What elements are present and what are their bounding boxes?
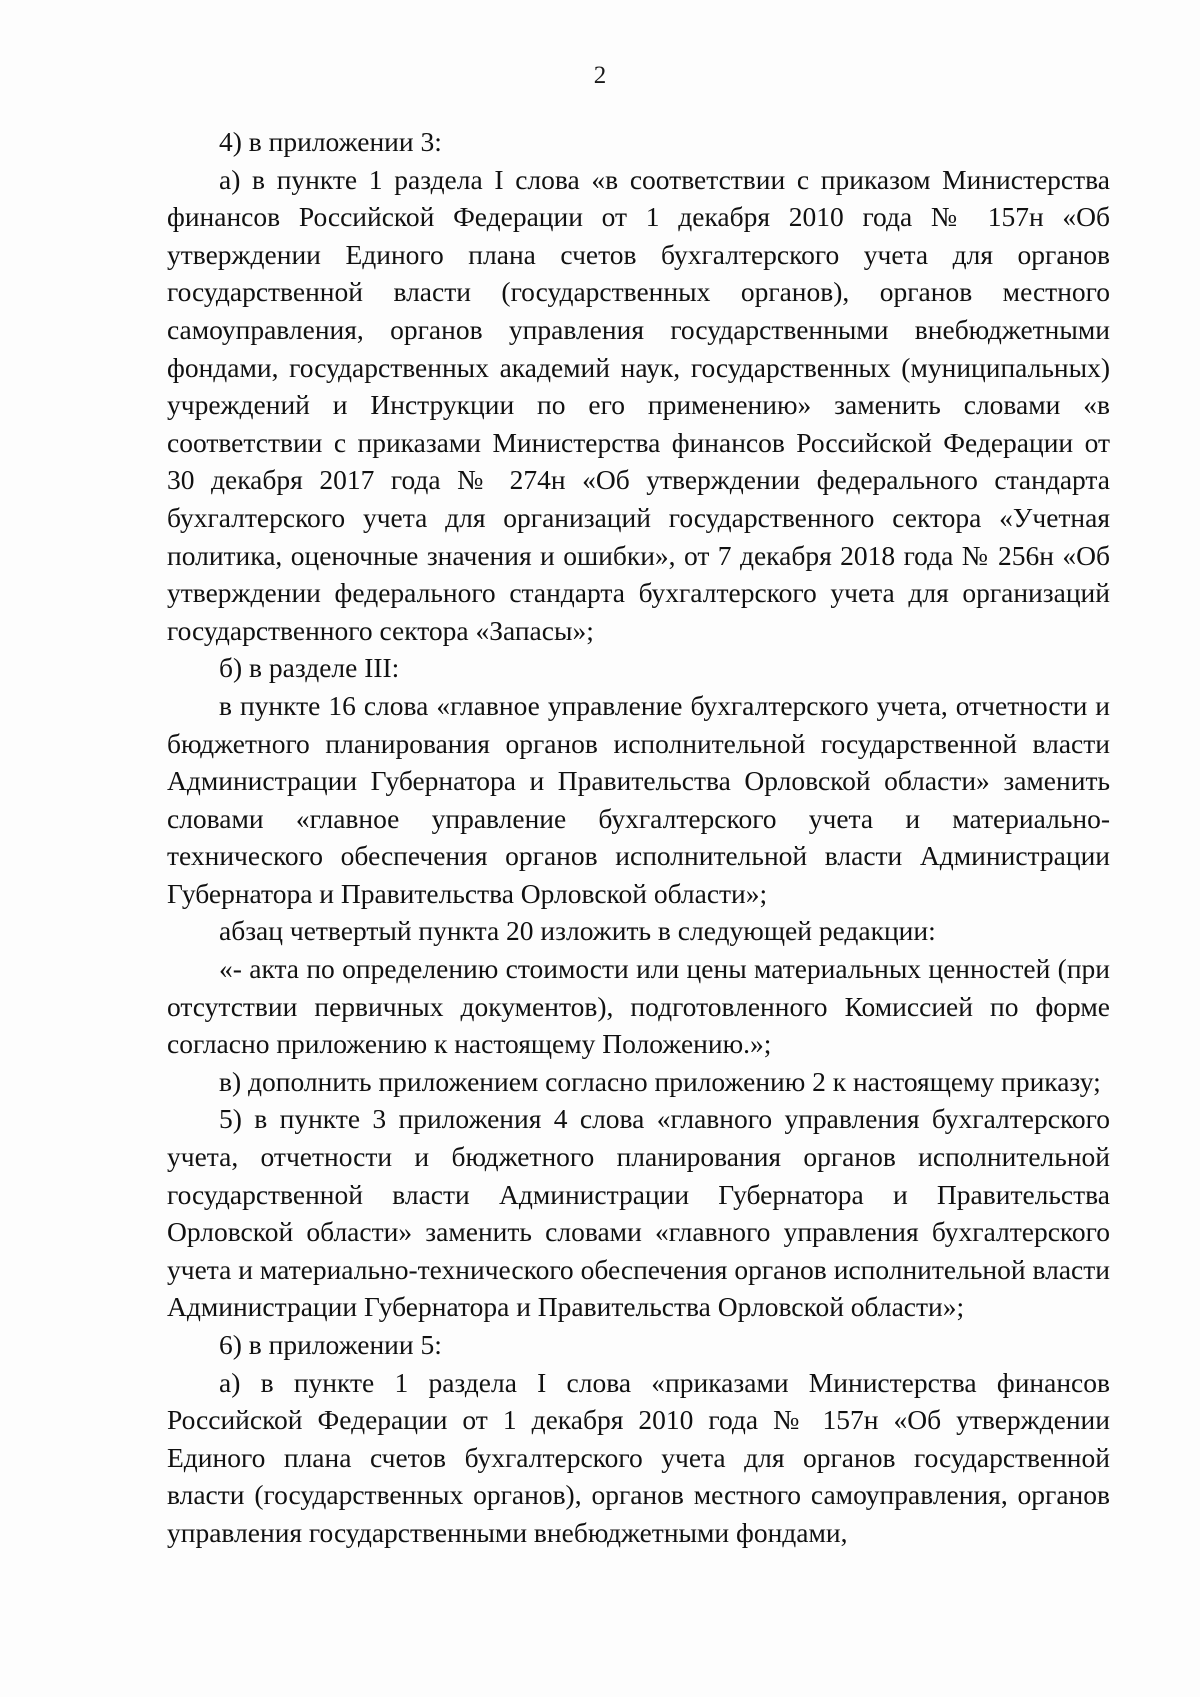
paragraph-item-4v: в) дополнить приложением согласно приложению 2 к настоящему приказу; xyxy=(219,1065,1101,1097)
paragraph-item-4a: а) в пункте 1 раздела I слова «в соответствии с приказом Министерства финансов Российской Федерации от 1 декабря 2010 года № 157н «Об утверждении Единого плана счетов бухгалтерского учета для органов государственной власти (государственных органов), органов местного самоуправления, органов управления государственными внебюджетными фондами, государственных академий наук, государственных (муниципальных) учреждений и Инструкции по его применению» заменить словами «в соответствии с приказами Министерства финансов Российской Федерации от 30 декабря 2017 года № 274н «Об утверждении федерального стандарта бухгалтерского учета для организаций государственного сектора «Учетная политика, оценочные значения и ошибки», от 7 декабря 2018 года № 256н «Об утверждении федерального стандарта бухгалтерского учета для организаций государственного сектора «Запасы»; xyxy=(167,163,1110,646)
document-body xyxy=(167,123,1110,1552)
paragraph-item-4: 4) в приложении 3: xyxy=(219,126,442,157)
paragraph-item-6a: а) в пункте 1 раздела I слова «приказами Министерства финансов Российской Федерации от 1 декабря 2010 года № 157н «Об утверждении Единого плана счетов бухгалтерского учета для органов государственной власти (государственных органов), органов местного самоуправления, органов управления государственными внебюджетными фондами, xyxy=(167,1366,1110,1548)
paragraph-item-4b: б) в разделе III: xyxy=(219,652,400,684)
page-number: 2 xyxy=(593,62,607,89)
paragraph-item-6: 6) в приложении 5: xyxy=(219,1329,442,1360)
paragraph-point-20-intro: абзац четвертый пункта 20 изложить в следующей редакции: xyxy=(219,915,936,947)
paragraph-point-20-text: «- акта по определению стоимости или цены материальных ценностей (при отсутствии первичных документов), подготовленного Комиссией по форме согласно приложению к настоящему Положению.»; xyxy=(167,953,1110,1060)
paragraph-point-16: в пункте 16 слова «главное управление бухгалтерского учета, отчетности и бюджетного планирования органов исполнительной государственной власти Администрации Губернатора и Правительства Орловской области» заменить словами «главное управление бухгалтерского учета и материально-технического обеспечения органов исполнительной власти Администрации Губернатора и Правительства Орловской области»; xyxy=(167,689,1110,909)
paragraph-item-5: 5) в пункте 3 приложения 4 слова «главного управления бухгалтерского учета, отчетности и бюджетного планирования органов исполнительной государственной власти Администрации Губернатора и Правительства Орловской области» заменить словами «главного управления бухгалтерского учета и материально-технического обеспечения органов исполнительной власти Администрации Губернатора и Правительства Орловской области»; xyxy=(167,1103,1110,1323)
